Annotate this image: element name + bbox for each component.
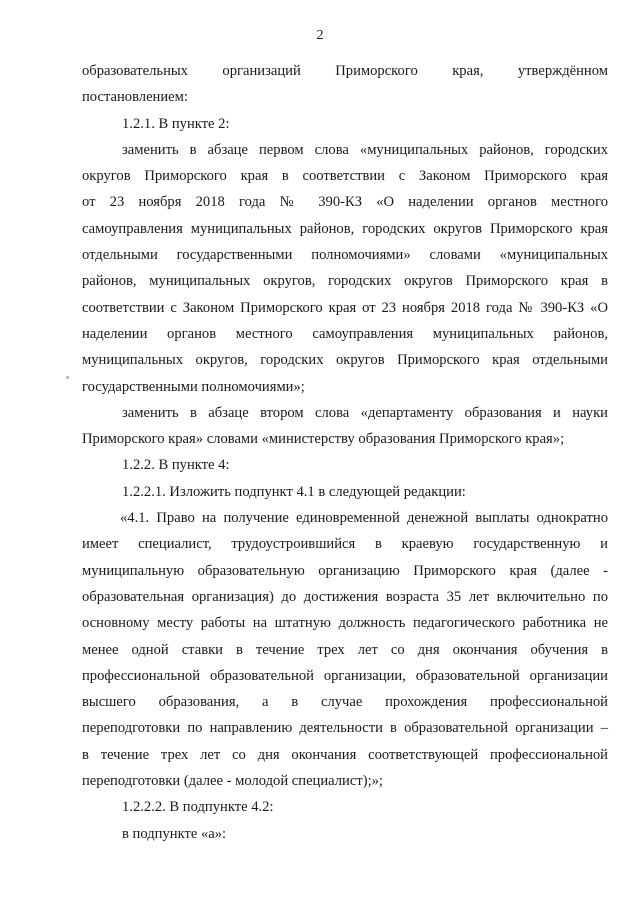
text-line: муниципальную образовательную организацию Приморского края (далее - (82, 562, 608, 579)
text-line: соответствии с Законом Приморского края от 23 ноября 2018 года № 390-КЗ «О (82, 299, 608, 316)
text-line: профессиональной образовательной организации, образовательной организации (82, 667, 608, 684)
text-line: самоуправления муниципальных районов, городских округов Приморского края (82, 220, 608, 237)
text-line: имеет специалист, трудоустроившийся в краевую государственную и (82, 536, 608, 553)
text-line: 1.2.2.1. Изложить подпункт 4.1 в следующей редакции: (122, 483, 466, 500)
text-line: образовательных организаций Приморского края, утверждённом (82, 63, 608, 79)
text-line: Приморского края» словами «министерству образования Приморского края»; (82, 431, 565, 448)
text-line: в подпункте «а»: (122, 825, 227, 842)
text-line: округов Приморского края в соответствии с Законом Приморского края (82, 168, 608, 185)
text-line: переподготовки (далее - молодой специалист);»; (82, 773, 383, 790)
document-body (82, 58, 608, 847)
text-line: переподготовки по направлению деятельности в образовательной организации – (82, 720, 608, 737)
text-line: государственными полномочиями»; (82, 378, 305, 395)
text-line: муниципальных округов, городских округов Приморского края отдельными (82, 352, 608, 369)
text-line: основному месту работы на штатную должность педагогического работника не (82, 615, 608, 632)
text-line: высшего образования, а в случае прохождения профессиональной (82, 694, 608, 711)
text-line: отдельными государственными полномочиями» словами «муниципальных (82, 247, 608, 264)
text-line: образовательная организация) до достижения возраста 35 лет включительно по (82, 588, 608, 605)
text-line: наделении органов местного самоуправления муниципальных районов, (82, 325, 608, 342)
text-line: от 23 ноября 2018 года № 390-КЗ «О наделении органов местного (82, 194, 608, 211)
text-line: менее одной ставки в течение трех лет со дня окончания обучения в (82, 641, 608, 658)
margin-mark (66, 376, 69, 379)
text-line: в течение трех лет со дня окончания соответствующей профессиональной (82, 746, 608, 763)
text-line: 1.2.1. В пункте 2: (122, 115, 230, 132)
text-line: 1.2.2. В пункте 4: (122, 457, 230, 474)
text-line: постановлением: (82, 89, 188, 106)
text-line: 1.2.2.2. В подпункте 4.2: (122, 799, 274, 816)
text-line: заменить в абзаце втором слова «департаменту образования и науки (122, 404, 608, 421)
page-number: 2 (316, 28, 324, 43)
text-line: заменить в абзаце первом слова «муниципальных районов, городских (122, 141, 608, 158)
text-line: районов, муниципальных округов, городских округов Приморского края в (82, 273, 608, 290)
text-line: «4.1. Право на получение единовременной денежной выплаты однократно (120, 510, 608, 527)
